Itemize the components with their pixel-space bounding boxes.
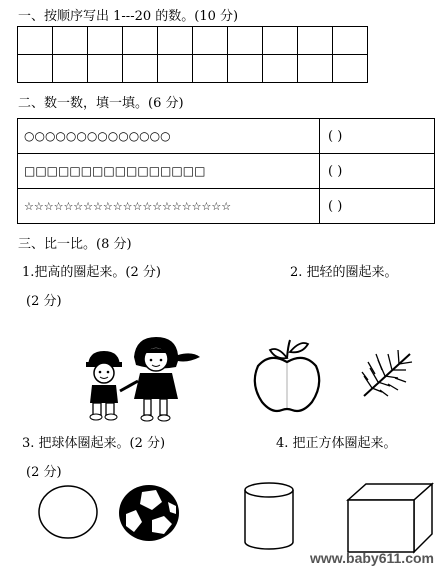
grid-cell[interactable] <box>333 27 368 55</box>
apple-icon[interactable] <box>250 338 325 416</box>
counting-row-squares <box>18 154 435 189</box>
section1-title: 一、按顺序写出 1---20 的数。(10 分) <box>18 9 239 24</box>
grid-row <box>18 55 368 83</box>
circle-symbols <box>18 119 320 154</box>
grid-cell[interactable] <box>333 55 368 83</box>
grid-cell[interactable] <box>88 55 123 83</box>
question-2-score: (2 分) <box>26 294 62 309</box>
counting-table <box>17 118 435 224</box>
grid-cell[interactable] <box>88 27 123 55</box>
grid-cell[interactable] <box>158 27 193 55</box>
children-illustration[interactable] <box>80 335 205 425</box>
answer-blank[interactable] <box>320 119 435 154</box>
ball-icon[interactable] <box>118 484 180 542</box>
grid-cell[interactable] <box>158 55 193 83</box>
question-3: 3. 把球体圈起来。(2 分) <box>22 436 166 451</box>
answer-blank[interactable] <box>320 189 435 224</box>
grid-cell[interactable] <box>18 55 53 83</box>
section3-title: 三、比一比。(8 分) <box>18 237 132 252</box>
squares-text: □□□□□□□□□□□□□□□□ <box>24 163 206 178</box>
grid-cell[interactable] <box>228 27 263 55</box>
grid-cell[interactable] <box>53 27 88 55</box>
grid-cell[interactable] <box>298 27 333 55</box>
answer-blank[interactable] <box>320 154 435 189</box>
grid-cell[interactable] <box>193 55 228 83</box>
square-symbols <box>18 154 320 189</box>
grid-cell[interactable] <box>123 27 158 55</box>
counting-row-stars <box>18 189 435 224</box>
answer-paren: ( ) <box>328 163 343 179</box>
number-writing-grid <box>17 26 368 83</box>
grid-cell[interactable] <box>228 55 263 83</box>
grid-cell[interactable] <box>53 55 88 83</box>
question-1: 1.把高的圈起来。(2 分) <box>22 265 161 280</box>
grid-cell[interactable] <box>18 27 53 55</box>
question-4: 4. 把正方体圈起来。 <box>276 436 397 451</box>
counting-row-circles <box>18 119 435 154</box>
grid-cell[interactable] <box>263 55 298 83</box>
section2-title: 二、数一数，填一填。(6 分) <box>18 96 184 111</box>
stars-text: ☆☆☆☆☆☆☆☆☆☆☆☆☆☆☆☆☆☆☆☆☆ <box>24 199 232 213</box>
grid-cell[interactable] <box>193 27 228 55</box>
answer-paren: ( ) <box>328 198 343 214</box>
grid-cell[interactable] <box>298 55 333 83</box>
question-4-score: (2 分) <box>26 465 62 480</box>
question-2: 2. 把轻的圈起来。 <box>290 265 398 280</box>
answer-paren: ( ) <box>328 128 343 144</box>
circles-text: ○○○○○○○○○○○○○○ <box>24 128 171 143</box>
grid-cell[interactable] <box>263 27 298 55</box>
grid-row <box>18 27 368 55</box>
cube-icon[interactable] <box>346 482 434 554</box>
grid-cell[interactable] <box>123 55 158 83</box>
watermark: www.baby611.com <box>310 550 434 566</box>
boy-figure <box>86 351 122 420</box>
girl-figure <box>120 337 200 421</box>
circle-shape[interactable] <box>37 484 99 540</box>
star-symbols <box>18 189 320 224</box>
cylinder-icon[interactable] <box>243 482 295 550</box>
feather-icon[interactable] <box>358 346 416 402</box>
